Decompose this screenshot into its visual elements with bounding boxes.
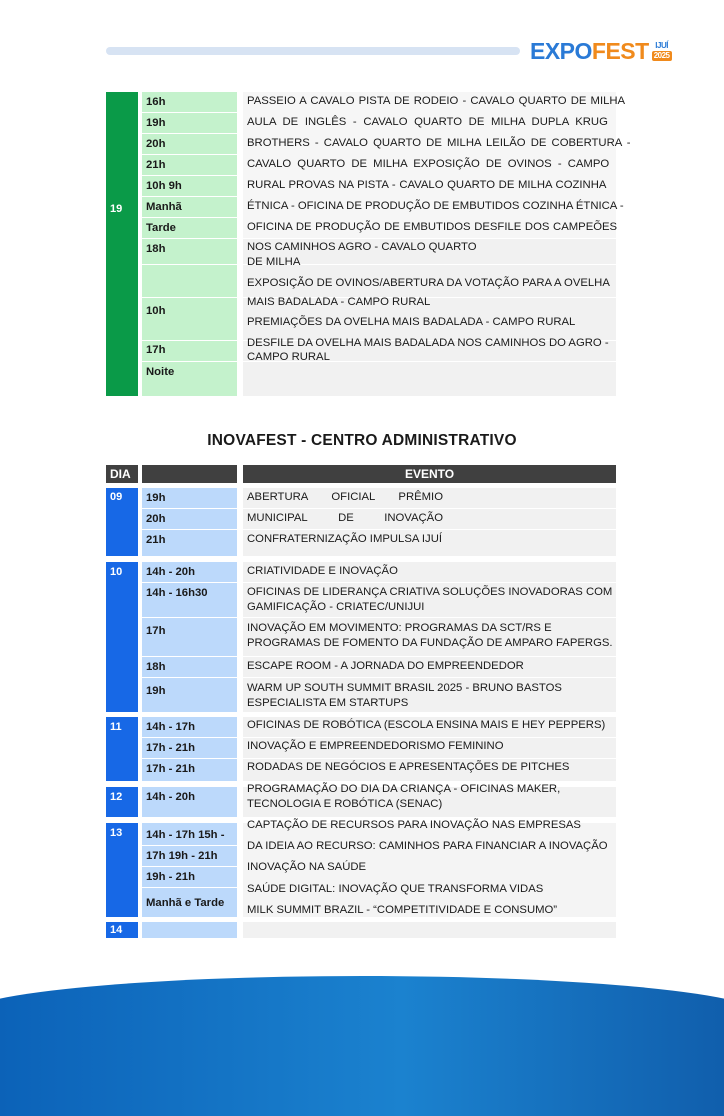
event-line: ESCAPE ROOM - A JORNADA DO EMPREENDEDOR [247,660,524,672]
time-cell: 21h [142,155,237,175]
event-cell-bg [243,362,616,396]
logo-year: 2025 [653,50,670,60]
day-cell-12: 12 [106,787,138,817]
event-line: OFICINA DE PRODUÇÃO DE EMBUTIDOS DESFILE DOS CAMPEÕES [247,221,618,233]
time-cell: Manhã e Tarde [142,888,237,917]
time-cell: Tarde [142,218,237,238]
event-line: BROTHERS - CAVALO QUARTO DE MILHA LEILÃO DE COBERTURA - [247,137,631,149]
event-line: INOVAÇÃO E EMPREENDEDORISMO FEMININO [247,740,504,752]
time-cell: 19h [142,678,237,712]
event-line: PROGRAMAÇÃO DO DIA DA CRIANÇA - OFICINAS MAKER, [247,783,561,795]
time-cell: 17h [142,341,237,361]
event-line: SAÚDE DIGITAL: INOVAÇÃO QUE TRANSFORMA VIDAS [247,883,544,895]
event-line: NOS CAMINHOS AGRO - CAVALO QUARTO [247,241,477,253]
time-cell: 16h [142,92,237,112]
time-cell: 19h [142,113,237,133]
column-header-time [142,465,237,483]
column-header-event: EVENTO [243,465,616,483]
time-cell: 14h - 17h [142,717,237,737]
time-cell: Noite [142,362,237,396]
event-line: MUNICIPAL DE INOVAÇÃO [247,512,443,524]
event-line: ÉTNICA - OFICINA DE PRODUÇÃO DE EMBUTIDOS COZINHA ÉTNICA - [247,200,624,212]
event-line: CRIATIVIDADE E INOVAÇÃO [247,565,398,577]
event-line: ABERTURA OFICIAL PRÊMIO [247,491,443,503]
section-title: INOVAFEST - CENTRO ADMINISTRATIVO [207,432,517,449]
event-line: INOVAÇÃO NA SAÚDE [247,861,367,873]
event-line: OFICINAS DE LIDERANÇA CRIATIVA SOLUÇÕES INOVADORAS COM [247,586,613,598]
logo-city: IJUÍ [655,40,668,50]
header-bar [106,47,520,55]
event-line: OFICINAS DE ROBÓTICA (ESCOLA ENSINA MAIS E HEY PEPPERS) [247,719,606,731]
event-line: EXPOSIÇÃO DE OVINOS/ABERTURA DA VOTAÇÃO PARA A OVELHA [247,277,610,289]
logo-badge [652,42,672,61]
time-cell: Manhã [142,197,237,217]
time-cell: 10h 9h [142,176,237,196]
logo-part-fest: FEST [591,37,649,64]
event-line: CAMPO RURAL [247,351,330,363]
time-cell: 21h [142,530,237,556]
day-cell-19: 19 [106,92,138,396]
time-cell: 17h - 21h [142,738,237,758]
event-line: GAMIFICAÇÃO - CRIATEC/UNIJUI [247,601,425,613]
time-cell: 14h - 20h [142,562,237,582]
time-cell: 20h [142,134,237,154]
event-line: CAVALO QUARTO DE MILHA EXPOSIÇÃO DE OVINOS - CAMPO [247,158,610,170]
event-line: DE MILHA [247,256,301,268]
footer-wave [0,976,724,1116]
time-cell: 17h - 21h [142,759,237,781]
time-cell: 18h [142,657,237,677]
time-cell [142,922,237,938]
time-cell: 10h [142,298,237,340]
time-cell: 17h [142,618,237,656]
time-cell: 14h - 20h [142,787,237,817]
event-line: RODADAS DE NEGÓCIOS E APRESENTAÇÕES DE PITCHES [247,761,570,773]
day-cell-09: 09 [106,488,138,556]
event-line: DA IDEIA AO RECURSO: CAMINHOS PARA FINANCIAR A INOVAÇÃO [247,840,608,852]
event-line: CONFRATERNIZAÇÃO IMPULSA IJUÍ [247,533,442,545]
day-cell-11: 11 [106,717,138,781]
event-line: DESFILE DA OVELHA MAIS BADALADA NOS CAMINHOS DO AGRO - [247,337,609,349]
event-line: TECNOLOGIA E ROBÓTICA (SENAC) [247,798,443,810]
day-cell-13: 13 [106,823,138,917]
day-cell-14: 14 [106,922,138,938]
event-line: INOVAÇÃO EM MOVIMENTO: PROGRAMAS DA SCT/RS E [247,622,552,634]
time-cell: 17h 19h - 21h [142,846,237,866]
time-cell: 19h - 21h [142,867,237,887]
logo-part-expo: EXPO [530,37,592,64]
time-cell: 20h [142,509,237,529]
event-line: MAIS BADALADA - CAMPO RURAL [247,296,431,308]
time-cell: 19h [142,488,237,508]
event-line: ESPECIALISTA EM STARTUPS [247,697,409,709]
event-line: PREMIAÇÕES DA OVELHA MAIS BADALADA - CAMPO RURAL [247,316,576,328]
time-cell: 18h [142,239,237,264]
column-header-day: DIA [106,465,138,483]
day-cell-10: 10 [106,562,138,712]
event-line: PROGRAMAS DE FOMENTO DA FUNDAÇÃO DE AMPARO FAPERGS. [247,637,613,649]
event-line: CAPTAÇÃO DE RECURSOS PARA INOVAÇÃO NAS EMPRESAS [247,819,581,831]
event-cell-bg [243,922,616,938]
event-line: MILK SUMMIT BRAZIL - “COMPETITIVIDADE E CONSUMO” [247,904,558,916]
expofest-logo [530,36,672,66]
event-line: RURAL PROVAS NA PISTA - CAVALO QUARTO DE MILHA COZINHA [247,179,607,191]
event-line: WARM UP SOUTH SUMMIT BRASIL 2025 - BRUNO BASTOS [247,682,562,694]
time-cell [142,265,237,297]
time-cell: 14h - 16h30 [142,583,237,617]
time-cell: 14h - 17h 15h - [142,823,237,845]
event-line: PASSEIO A CAVALO PISTA DE RODEIO - CAVALO QUARTO DE MILHA [247,95,626,107]
event-line: AULA DE INGLÊS - CAVALO QUARTO DE MILHA DUPLA KRUG [247,116,608,128]
